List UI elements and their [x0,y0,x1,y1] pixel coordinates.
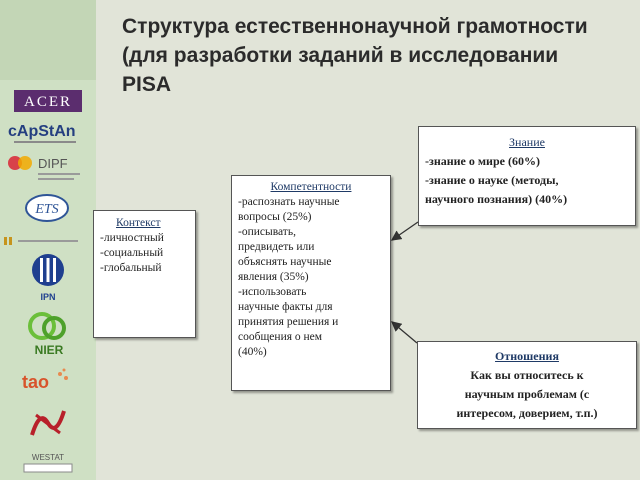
competence-line: -распознать научные [238,196,340,208]
dipf-logo [6,153,94,188]
context-heading: Контекст [116,217,161,229]
attitude-box [417,341,637,429]
competence-line: сообщения о нем [238,331,323,343]
competence-heading: Компетентности [270,181,352,193]
acer-logo-text: ACER [23,94,73,110]
knowledge-line: научного познания) (40%) [425,192,568,206]
sidebar-header-block [0,0,96,80]
nier-logo-text: NIER [34,343,64,357]
page-title: Структура естественнонаучной грамотности (для разработки заданий в исследовании PISA [122,15,588,96]
attitude-line: интересом, доверием, т.п.) [456,406,598,420]
context-item-social: -социальный [100,247,164,259]
logo-sidebar [0,0,96,480]
tao-logo [20,366,76,399]
knowledge-line: -знание о науке (методы, [425,173,559,187]
knowledge-heading: Знание [509,135,545,149]
ets-logo-text: ETS [35,202,59,217]
competence-line: объяснять научные [238,256,332,268]
competence-line: вопросы (25%) [238,211,312,223]
attitude-line: Как вы относитесь к [470,368,584,382]
emblem-logo [26,405,70,446]
tao-logo-text: tao [22,372,49,392]
dipf-logo-text: DIPF [38,156,68,171]
knowledge-line: -знание о мире (60%) [425,154,540,168]
westat-logo [20,450,76,479]
attitude-line: научным проблемам (с [464,387,590,401]
competence-line: научные факты для [238,301,333,313]
competence-line: явления (35%) [238,271,309,283]
capstan-logo [6,120,94,153]
arrow-attitude-to-competence [392,322,417,343]
arrow-knowledge-to-competence [392,222,418,240]
context-box [93,210,196,338]
ipn-logo-text: IPN [40,292,56,302]
attitude-heading: Отношения [495,349,559,363]
competence-line: принятия решения и [238,316,339,328]
context-item-personal: -личностный [100,232,164,244]
ipn-logo [28,252,68,309]
acer-logo [14,90,82,117]
nier-logo [24,310,74,363]
knowledge-box [418,126,636,226]
small-partner-logo [4,232,92,250]
competence-line: -использовать [238,286,307,298]
context-item-global: -глобальный [100,262,162,274]
ets-logo [24,193,70,228]
competence-line: (40%) [238,346,267,358]
competence-box [231,175,391,391]
competence-line: -описывать, [238,226,296,238]
westat-logo-text: WESTAT [31,453,65,462]
capstan-logo-text: cApStAn [8,123,76,140]
competence-line: предвидеть или [238,241,315,253]
